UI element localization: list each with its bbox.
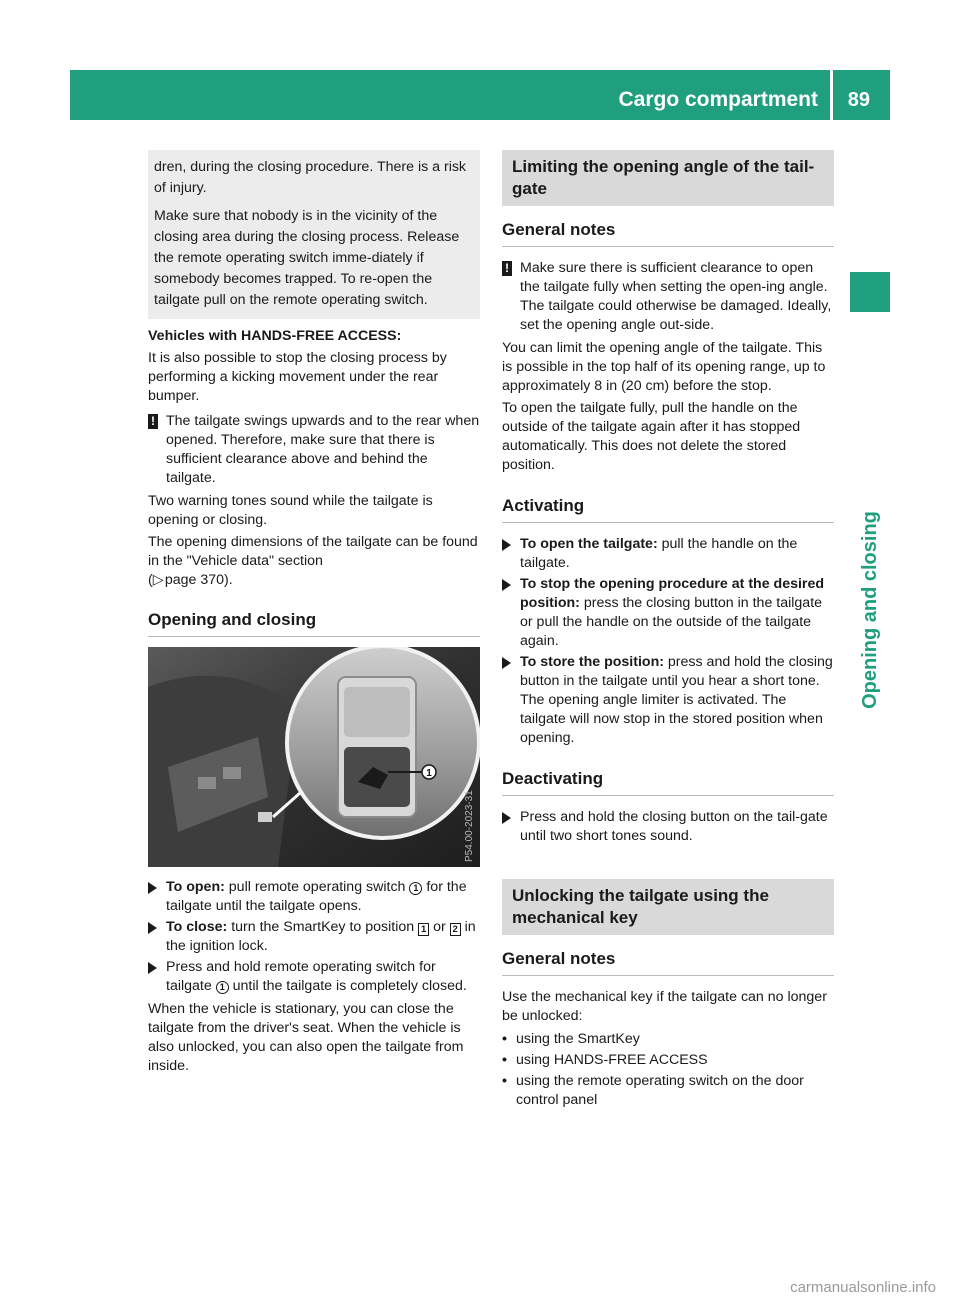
step-press-hold-text-b: until the tailgate is completely closed. bbox=[232, 978, 467, 994]
act-step-stop-text: press the closing button in the tailgate or pull the handle on the outside of the tailgate again. bbox=[520, 595, 823, 649]
step-to-close-or: or bbox=[433, 919, 446, 935]
act-step-store bbox=[502, 653, 834, 748]
callout-1-icon: 1 bbox=[216, 981, 229, 994]
page-number: 89 bbox=[847, 89, 870, 111]
act-step-store-result: The opening angle limiter is activated. The tailgate will now stop in the stored position when opening. bbox=[520, 692, 823, 746]
step-to-open-text-a: pull remote operating switch bbox=[228, 879, 406, 895]
step-to-close-text-b: in the ignition lock. bbox=[166, 919, 476, 954]
note-angle-clearance bbox=[502, 259, 834, 335]
act-step-open-text: pull the handle on the tailgate. bbox=[520, 536, 798, 571]
act-step-store-label: To store the position: bbox=[520, 654, 664, 670]
list-item bbox=[502, 1051, 834, 1070]
exclamation-icon: ! bbox=[502, 261, 512, 276]
bullet-icon: • bbox=[502, 1052, 507, 1068]
arrow-icon bbox=[502, 812, 511, 824]
step-press-hold-text-a: Press and hold remote operating switch for tailgate bbox=[166, 959, 436, 994]
para-dimensions: The opening dimensions of the tailgate can be found in the "Vehicle data" section (▷ page 370). bbox=[148, 534, 478, 588]
para-open-fully: To open the tailgate fully, pull the handle on the outside of the tailgate again after it has stopped automatically. This does not delete the stored position. bbox=[502, 400, 801, 473]
step-to-open-text-b: for the tailgate until the tailgate opens. bbox=[166, 879, 467, 914]
act-step-stop bbox=[502, 575, 834, 651]
exclamation-icon: ! bbox=[148, 414, 158, 429]
para-stationary: When the vehicle is stationary, you can close the tailgate from the driver's seat. When the vehicle is also unlocked, you can also open the tailgate from inside. bbox=[148, 1001, 464, 1074]
step-to-close-text-a: turn the SmartKey to position bbox=[231, 919, 415, 935]
header-bar bbox=[70, 70, 890, 120]
unlock-conditions-list bbox=[502, 1030, 834, 1110]
list-item-text: using HANDS-FREE ACCESS bbox=[516, 1052, 708, 1068]
svg-text:1: 1 bbox=[426, 768, 432, 779]
list-item-text: using the remote operating switch on the door control panel bbox=[516, 1073, 804, 1108]
list-item bbox=[502, 1072, 834, 1110]
step-press-hold bbox=[148, 958, 480, 996]
hands-free-heading: Vehicles with HANDS-FREE ACCESS: bbox=[148, 328, 402, 344]
act-step-stop-label: To stop the opening procedure at the desired position: bbox=[520, 576, 825, 611]
section-title: Cargo compartment bbox=[618, 88, 818, 111]
act-step-open bbox=[502, 535, 834, 573]
para-warning-tones: Two warning tones sound while the tailgate is opening or closing. bbox=[148, 493, 433, 528]
note-clearance-text: The tailgate swings upwards and to the rear when opened. Therefore, make sure that there is sufficient clearance above and behind the tailgate. bbox=[166, 413, 480, 486]
heading-deactivating: Deactivating bbox=[502, 768, 834, 796]
chapter-tab-label bbox=[850, 511, 890, 709]
arrow-icon bbox=[502, 657, 511, 669]
right-column bbox=[502, 150, 834, 1112]
step-to-open-label: To open: bbox=[166, 879, 225, 895]
warning-box bbox=[148, 150, 480, 319]
heading-limiting-angle: Limiting the opening angle of the tail-gate bbox=[502, 150, 834, 206]
act-step-open-label: To open the tailgate: bbox=[520, 536, 658, 552]
left-column bbox=[148, 150, 480, 1079]
para-dimensions-text: The opening dimensions of the tailgate can be found in the "Vehicle data" section bbox=[148, 534, 478, 569]
deact-step bbox=[502, 808, 834, 846]
switch-photo bbox=[148, 647, 480, 867]
chapter-label-text: Opening and closing bbox=[859, 511, 881, 709]
chapter-tab-marker bbox=[850, 272, 890, 312]
bullet-icon: • bbox=[502, 1031, 507, 1047]
warning-text-1: dren, during the closing procedure. There is a risk of injury. bbox=[154, 159, 467, 196]
step-to-close-label: To close: bbox=[166, 919, 228, 935]
photo-code: P54.00-2023-31 bbox=[464, 790, 475, 862]
para-mechanical-key: Use the mechanical key if the tailgate can no longer be unlocked: bbox=[502, 989, 827, 1024]
switch-illustration bbox=[148, 647, 480, 867]
ignition-position-1-icon: 1 bbox=[418, 923, 429, 936]
para-limit-angle: You can limit the opening angle of the tailgate. This is possible in the top half of its opening range, up to approximately 8 in (20 cm) before the stop. bbox=[502, 340, 826, 394]
step-to-open bbox=[148, 878, 480, 916]
note-clearance bbox=[148, 412, 480, 488]
page-ref-triangle-icon: ▷ bbox=[152, 572, 164, 588]
ignition-position-2-icon: 2 bbox=[450, 923, 461, 936]
arrow-icon bbox=[148, 922, 157, 934]
note-angle-clearance-text: Make sure there is sufficient clearance to open the tailgate fully when setting the open-ing angle. The tailgate could otherwise be damaged. Ideally, set the opening angle out-side. bbox=[520, 260, 832, 333]
deact-step-text: Press and hold the closing button on the tail-gate until two short tones sound. bbox=[520, 809, 828, 844]
arrow-icon bbox=[502, 539, 511, 551]
list-item-text: using the SmartKey bbox=[516, 1031, 640, 1047]
heading-general-notes-2: General notes bbox=[502, 948, 834, 976]
list-item bbox=[502, 1030, 834, 1049]
warning-text-2: Make sure that nobody is in the vicinity of the closing area during the closing process. Release the remote operating switch imme-diately if somebody becomes trapped. To re-open the tailgate pull on the remote operating switch. bbox=[154, 208, 460, 308]
act-step-store-text: press and hold the closing button in the tailgate until you hear a short tone. bbox=[520, 654, 833, 689]
heading-activating: Activating bbox=[502, 495, 834, 523]
heading-opening-closing: Opening and closing bbox=[148, 609, 480, 637]
hands-free-text: It is also possible to stop the closing process by performing a kicking movement under the rear bumper. bbox=[148, 350, 447, 404]
page-ref-link[interactable]: page 370). bbox=[164, 572, 233, 588]
arrow-icon bbox=[502, 579, 511, 591]
callout-1-icon: 1 bbox=[409, 882, 422, 895]
arrow-icon bbox=[148, 882, 157, 894]
bullet-icon: • bbox=[502, 1073, 507, 1089]
heading-general-notes-1: General notes bbox=[502, 219, 834, 247]
arrow-icon bbox=[148, 962, 157, 974]
heading-unlocking-mechanical: Unlocking the tailgate using the mechanical key bbox=[502, 879, 834, 935]
watermark: carmanualsonline.info bbox=[790, 1279, 936, 1296]
header-divider bbox=[830, 70, 833, 120]
step-to-close bbox=[148, 918, 480, 956]
